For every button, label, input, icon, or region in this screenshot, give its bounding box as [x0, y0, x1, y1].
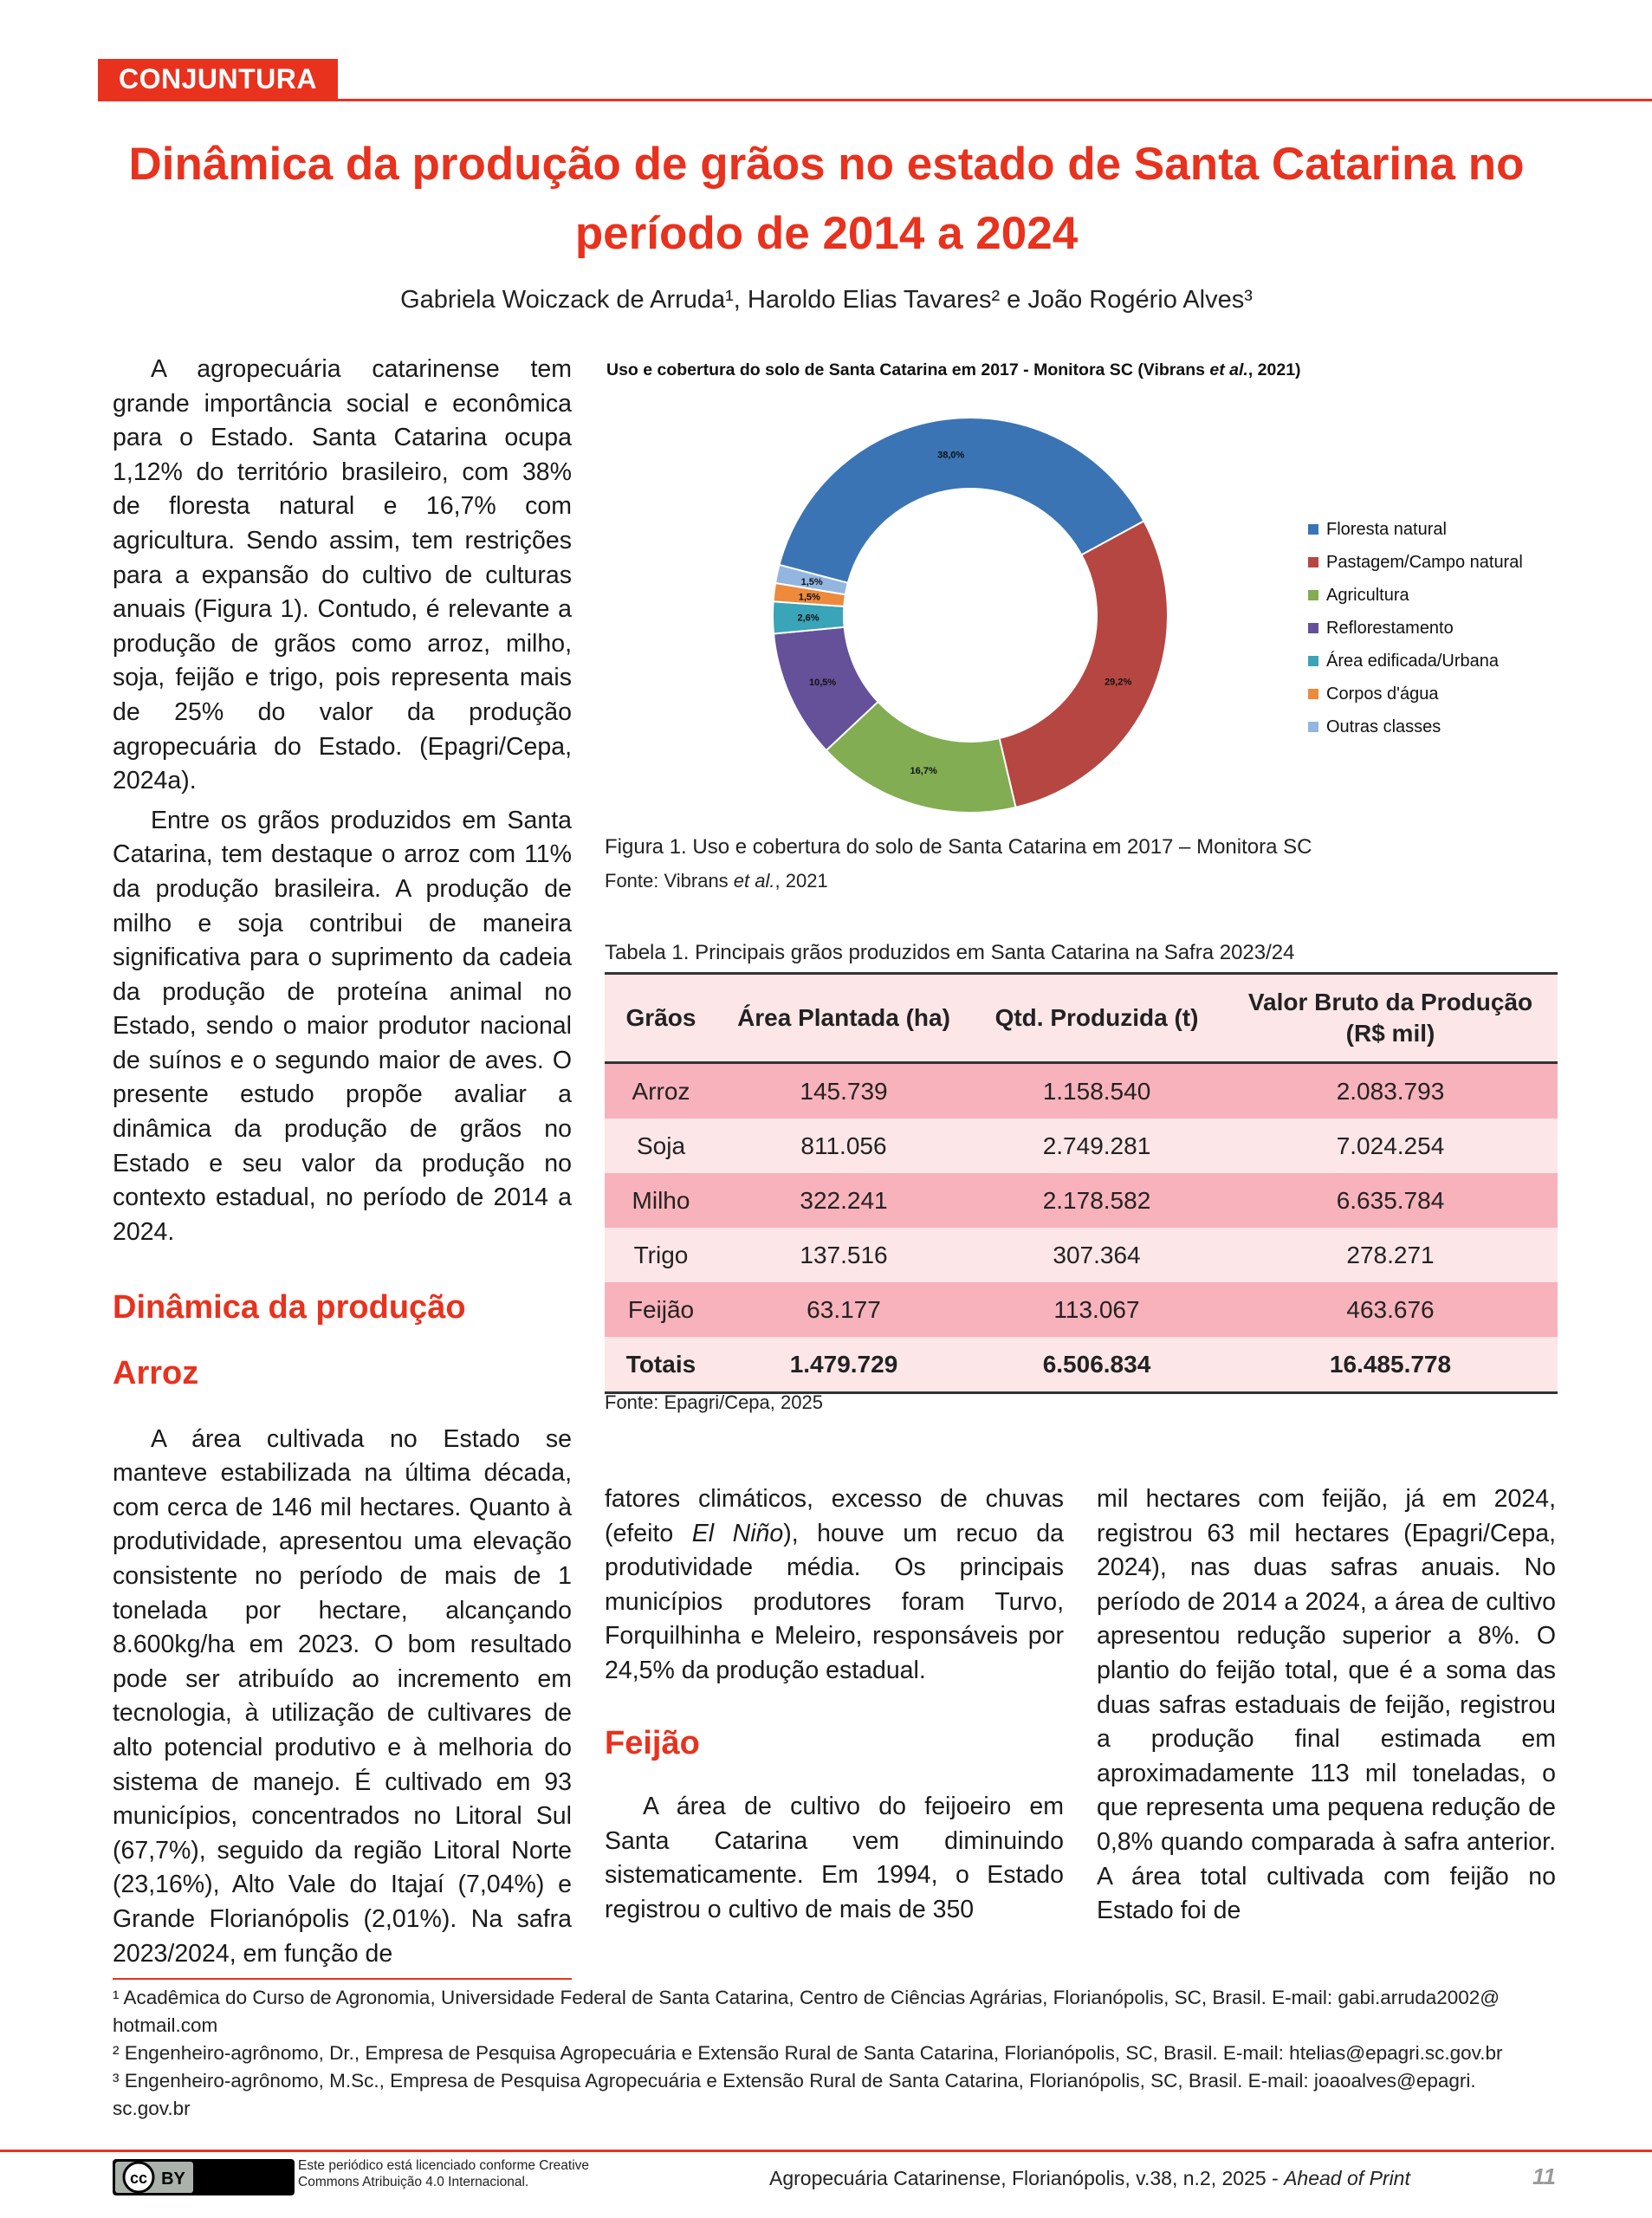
table-cell: 811.056 — [717, 1119, 970, 1173]
donut-chart — [762, 407, 1178, 823]
table-cell: 63.177 — [717, 1282, 970, 1337]
table-row — [605, 1173, 1558, 1228]
footnote-1: ¹ Acadêmica do Curso de Agronomia, Universidade Federal de Santa Catarina, Centro de Ciências Agrárias, Florianópolis, SC, Brasil. E-mail: gabi.arruda2002@ hotmail.com — [113, 1987, 1500, 2036]
arroz-paragraph: A área cultivada no Estado se manteve estabilizada na última década, com cerca de 146 mil hectares. Quanto à produtividade, apresentou uma elevação consistente no período de mais de 1 tonelada por hectare, alcançando 8.600kg/ha em 2023. O bom resultado pode ser atribuído ao incremento em tecnologia, à utilização de cultivares de alto potencial produtivo e à melhoria do sistema de manejo. É cultivado em 93 municípios, concentrados no Litoral Sul (67,7%), seguido da região Litoral Norte (23,16%), Alto Vale do Itajaí (7,04%) e Grande Florianópolis (2,01%). Na safra 2023/2024, em função de — [113, 1424, 572, 1968]
legend-swatch — [1308, 524, 1318, 535]
license-text — [298, 2157, 589, 2190]
chart-title-em: et al. — [1209, 360, 1248, 379]
footnotes — [113, 1984, 1555, 2123]
header-qtd: Qtd. Produzida (t) — [970, 974, 1223, 1063]
legend-label: Pastagem/Campo natural — [1326, 553, 1523, 572]
legend-swatch — [1308, 623, 1318, 633]
table-cell: 16.485.778 — [1223, 1337, 1558, 1393]
table-cell: 145.739 — [717, 1063, 970, 1119]
legend-label: Corpos d'água — [1326, 684, 1439, 704]
table-cell: Milho — [605, 1173, 717, 1228]
journal-status: Ahead of Print — [1284, 2167, 1410, 2189]
slice-label-floresta-natural: 38,0% — [937, 450, 965, 461]
left-column — [113, 353, 572, 1971]
legend-label: Área edificada/Urbana — [1326, 652, 1500, 671]
chart-title — [606, 360, 1301, 380]
legend-item-outras-classes — [1308, 717, 1441, 737]
right-column — [1097, 1482, 1556, 1929]
slice-pastagem — [1000, 521, 1168, 807]
table-cell: 113.067 — [970, 1282, 1223, 1337]
middle-text-b: ), houve um recuo da produtividade média. Os principais municípios produtores foram Turvo, Forquilhinha e Meleiro, responsáveis por 24,5% da produção estadual. — [605, 1519, 1064, 1684]
legend-item-corpos-dagua — [1308, 684, 1438, 704]
table-source: Fonte: Epagri/Cepa, 2025 — [605, 1391, 823, 1413]
footer-rule — [0, 2150, 1652, 2152]
table-cell: 6.635.784 — [1223, 1173, 1558, 1228]
legend-label: Outras classes — [1326, 717, 1441, 736]
legend-label: Agricultura — [1326, 586, 1409, 605]
table-cell: 307.364 — [970, 1228, 1223, 1282]
slice-label-pastagem: 29,2% — [1105, 677, 1132, 688]
header-valor — [1223, 974, 1558, 1063]
table-row — [605, 1119, 1558, 1173]
chart-title-a: Uso e cobertura do solo de Santa Catarina em 2017 - Monitora SC (Vibrans — [606, 360, 1210, 379]
figure-source — [605, 870, 828, 892]
slice-label-area-urbana: 2,6% — [797, 613, 820, 624]
legend-swatch — [1308, 722, 1318, 732]
by-mark: BY — [161, 2169, 185, 2189]
right-paragraph: mil hectares com feijão, já em 2024, registrou 63 mil hectares (Epagri/Cepa, 2024), nas duas safras anuais. No período de 2014 a 2024, a área de cultivo apresentou redução superior a 8%. O plantio do feijão total, que é a soma das duas safras estaduais de feijão, registrou a produção final estimada em aproximadamente 113 mil toneladas, o que representa uma pequena redução de 0,8% quando comparada à safra anterior. A área total cultivada com feijão no Estado foi de — [1097, 1485, 1556, 1925]
table-caption: Tabela 1. Principais grãos produzidos em Santa Catarina na Safra 2023/24 — [605, 941, 1295, 964]
slice-label-reflorestamento: 10,5% — [808, 677, 837, 688]
header-graos: Grãos — [605, 974, 717, 1063]
section-tag: CONJUNTURA — [98, 59, 338, 99]
journal-text: Agropecuária Catarinense, Florianópolis, v.38, n.2, 2025 - — [769, 2167, 1285, 2189]
table-totals-row — [605, 1337, 1558, 1393]
table-row — [605, 1282, 1558, 1337]
middle-column — [605, 1482, 1064, 1928]
table-row — [605, 1063, 1558, 1119]
legend-item-area-urbana — [1308, 652, 1499, 671]
heading-arroz: Arroz — [113, 1355, 199, 1392]
legend-swatch — [1308, 689, 1318, 699]
license-line-2: Commons Atribuição 4.0 Internacional. — [298, 2175, 529, 2189]
table-cell: 2.749.281 — [970, 1119, 1223, 1173]
cc-by-license-icon[interactable] — [113, 2159, 295, 2195]
table-cell: Totais — [605, 1337, 717, 1393]
legend-item-pastagem — [1308, 553, 1523, 573]
table-cell: 1.158.540 — [970, 1063, 1223, 1119]
table-header-row — [605, 974, 1558, 1063]
intro-paragraph-2: Entre os grãos produzidos em Santa Catarina, tem destaque o arroz com 11% da produção brasileira. A produção de milho e soja contribui de maneira significativa para o suprimento da cadeia da produção de proteína animal no Estado, sendo o maior produtor nacional de suínos e o segundo maior de aves. O presente estudo propõe avaliar a dinâmica da produção de grãos no Estado e seu valor da produção no contexto estadual, no período de 2014 a 2024. — [113, 806, 572, 1246]
table-cell: 322.241 — [717, 1173, 970, 1228]
legend-label: Reflorestamento — [1326, 619, 1454, 638]
header-valor-line2: (R$ mil) — [1345, 1020, 1435, 1047]
figure-source-a: Fonte: Vibrans — [605, 870, 734, 892]
table-cell: 6.506.834 — [970, 1337, 1223, 1393]
footnote-2: ² Engenheiro-agrônomo, Dr., Empresa de Pesquisa Agropecuária e Extensão Rural de Santa Catarina, Florianópolis, SC, Brasil. E-mail: htelias@epagri.sc.gov.br — [113, 2042, 1503, 2064]
slice-label-outras-classes: 1,5% — [800, 576, 823, 587]
legend-item-agricultura — [1308, 586, 1409, 606]
authors: Gabriela Woiczack de Arruda¹, Haroldo Elias Tavares² e João Rogério Alves³ — [400, 286, 1253, 314]
cc-mark: cc — [129, 2169, 148, 2187]
article-title — [98, 130, 1555, 269]
table-cell: Arroz — [605, 1063, 717, 1119]
legend-swatch — [1308, 557, 1318, 567]
header-rule — [98, 99, 1652, 101]
title-line-1: Dinâmica da produção de grãos no estado de Santa Catarina no — [128, 139, 1525, 190]
header-area: Área Plantada (ha) — [717, 974, 970, 1063]
table-cell: 278.271 — [1223, 1228, 1558, 1282]
figure-source-em: et al. — [733, 870, 775, 892]
table-row — [605, 1228, 1558, 1282]
footnote-rule — [113, 1978, 572, 1980]
table-cell: 463.676 — [1223, 1282, 1558, 1337]
title-line-2: período de 2014 a 2024 — [574, 208, 1079, 259]
table-cell: Trigo — [605, 1228, 717, 1282]
table-cell: 2.083.793 — [1223, 1063, 1558, 1119]
chart-title-b: , 2021) — [1247, 360, 1301, 379]
heading-dinamica: Dinâmica da produção — [113, 1289, 466, 1326]
feijao-paragraph: A área de cultivo do feijoeiro em Santa Catarina vem diminuindo sistematicamente. Em 1994, o Estado registrou o cultivo de mais de 350 — [605, 1793, 1064, 1923]
table-cell: 1.479.729 — [717, 1337, 970, 1393]
middle-paragraph — [605, 1482, 1064, 1689]
grains-table — [605, 972, 1558, 1394]
figure-caption: Figura 1. Uso e cobertura do solo de Santa Catarina em 2017 – Monitora SC — [605, 835, 1312, 859]
middle-text-a: fatores climáticos, excesso de chuvas (efeito — [605, 1485, 1064, 1547]
middle-text-em: El Niño — [691, 1519, 784, 1547]
legend-item-reflorestamento — [1308, 619, 1454, 639]
table-cell: Feijão — [605, 1282, 717, 1337]
table-cell: 137.516 — [717, 1228, 970, 1282]
license-line-1: Este periódico está licenciado conforme Creative — [298, 2158, 590, 2173]
table-cell: 7.024.254 — [1223, 1119, 1558, 1173]
footnote-3: ³ Engenheiro-agrônomo, M.Sc., Empresa de Pesquisa Agropecuária e Extensão Rural de Santa Catarina, Florianópolis, SC, Brasil. E-mail: joaoalves@epagri. sc.gov.br — [113, 2070, 1476, 2119]
figure-source-b: , 2021 — [774, 870, 828, 892]
legend-label: Floresta natural — [1326, 520, 1447, 539]
slice-label-agricultura: 16,7% — [910, 766, 937, 777]
legend-swatch — [1308, 656, 1318, 666]
legend-item-floresta-natural — [1308, 520, 1447, 540]
intro-paragraph-1: A agropecuária catarinense tem grande importância social e econômica para o Estado. Santa Catarina ocupa 1,12% do território brasileiro, com 38% de floresta natural e 16,7% com agricultura. Sendo assim, tem restrições para a expansão do cultivo de culturas anuais (Figura 1). Contudo, é relevante a produção de grãos como arroz, milho, soja, feijão e trigo, pois representa mais de 25% do valor da produção agropecuária do Estado. (Epagri/Cepa, 2024a). — [113, 355, 572, 795]
table-cell: 2.178.582 — [970, 1173, 1223, 1228]
page-number: 11 — [1532, 2163, 1556, 2189]
heading-feijao: Feijão — [605, 1724, 700, 1761]
header-valor-line1: Valor Bruto da Produção — [1247, 989, 1533, 1015]
chart-legend — [1308, 520, 1568, 745]
table-cell: Soja — [605, 1119, 717, 1173]
slice-label-corpos-dagua: 1,5% — [798, 592, 820, 603]
legend-swatch — [1308, 590, 1318, 600]
journal-reference — [769, 2167, 1410, 2190]
